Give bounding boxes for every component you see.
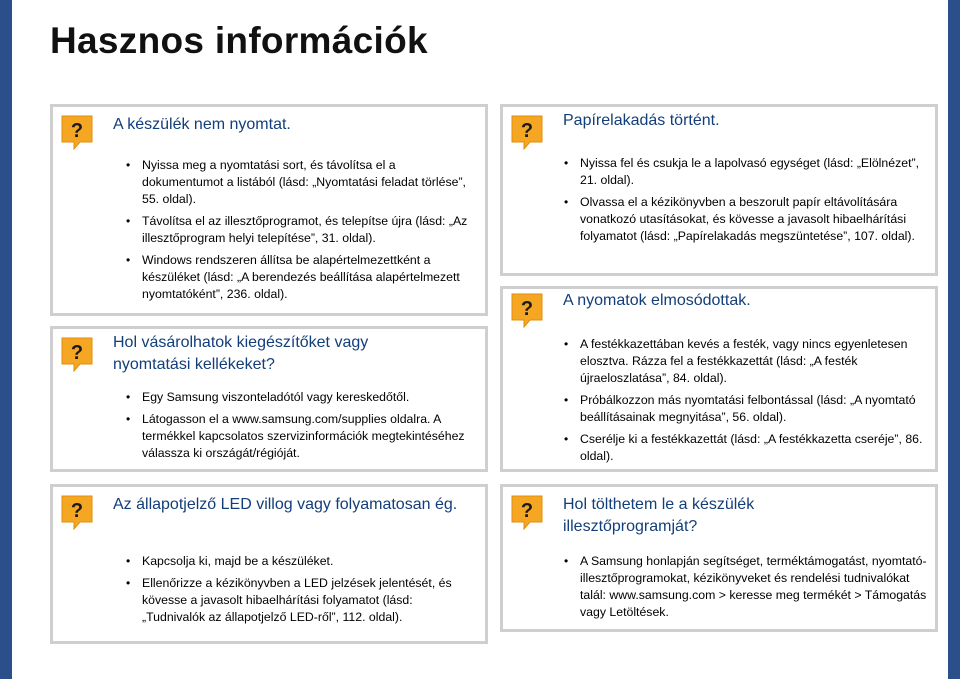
- list-item: • Olvassa el a kézikönyvben a beszorult papír eltávolítására vonatkozó utasításokat, és kövesse a javasolt hibaelhárítási folyamatot (lásd: „Papírelakadás megszüntetése”, 107. oldal).: [562, 194, 927, 245]
- list-item: • Kapcsolja ki, majd be a készüléket.: [124, 553, 476, 570]
- svg-text:?: ?: [70, 500, 84, 522]
- question-icon: [60, 492, 94, 530]
- question-icon: [510, 112, 544, 150]
- svg-text:?: ?: [520, 500, 534, 522]
- svg-text:?: ?: [70, 120, 84, 142]
- list-item: • Cserélje ki a festékkazettát (lásd: „A festékkazetta cseréje”, 86. oldal).: [562, 431, 927, 465]
- list-item: • Látogasson el a www.samsung.com/supplies oldalra. A termékkel kapcsolatos szervizinformációk megtekintéséhez válassza ki országát/régióját.: [124, 411, 476, 462]
- question-icon: [60, 334, 94, 372]
- list-item: • Egy Samsung viszonteladótól vagy kereskedőtől.: [124, 389, 476, 406]
- question-icon: [510, 492, 544, 530]
- section-title: Hol vásárolhatok kiegészítőket vagy nyomtatási kellékeket?: [113, 334, 369, 373]
- section-title: Hol tölthetem le a készülék illesztőprogramját?: [563, 496, 755, 535]
- question-icon: [60, 112, 94, 150]
- manual-page: [12, 0, 948, 679]
- list-item: • Windows rendszeren állítsa be alapértelmezettként a készüléket (lásd: „A berendezés beállítása alapértelmezett nyomtatóként”, 236. oldal).: [124, 252, 476, 303]
- question-icon: [510, 290, 544, 328]
- section-title: A nyomatok elmosódottak.: [563, 292, 751, 309]
- svg-text:?: ?: [70, 342, 84, 364]
- bullet-list: [124, 157, 476, 308]
- section-title: Az állapotjelző LED villog vagy folyamatosan ég.: [113, 496, 458, 513]
- list-item: • Távolítsa el az illesztőprogramot, és telepítse újra (lásd: „Az illesztőprogram helyi telepítése”, 31. oldal).: [124, 213, 476, 247]
- bullet-list: [562, 155, 927, 250]
- page-title: Hasznos információk: [50, 20, 428, 61]
- list-item: • Ellenőrizze a kézikönyvben a LED jelzések jelentését, és kövesse a javasolt hibaelhárítási folyamatot (lásd: „Tudnivalók az állapotjelző LED-ről”, 112. oldal).: [124, 575, 476, 626]
- svg-text:?: ?: [520, 298, 534, 320]
- list-item: • Nyissa meg a nyomtatási sort, és távolítsa el a dokumentumot a listából (lásd: „Nyomtatási feladat törlése”, 55. oldal).: [124, 157, 476, 208]
- section-title: A készülék nem nyomtat.: [113, 116, 291, 133]
- list-item: • Próbálkozzon más nyomtatási felbontással (lásd: „A nyomtató beállításainak megnyitása”, 56. oldal).: [562, 392, 927, 426]
- bullet-list: [562, 553, 927, 626]
- list-item: • A festékkazettában kevés a festék, vagy nincs egyenletesen elosztva. Rázza fel a festékkazettát (lásd: „A festék újraeloszlatása”, 84. oldal).: [562, 336, 927, 387]
- list-item: • Nyissa fel és csukja le a lapolvasó egységet (lásd: „Elölnézet”, 21. oldal).: [562, 155, 927, 189]
- svg-text:?: ?: [520, 120, 534, 142]
- section-title: Papírelakadás történt.: [563, 112, 720, 129]
- bullet-list: [562, 336, 927, 470]
- list-item: • A Samsung honlapján segítséget, terméktámogatást, nyomtató-illesztőprogramokat, kézikönyveket és rendelési tudnivalókat talál: www.samsung.com > keresse meg termékét > Támogatás vagy Letöltések.: [562, 553, 927, 621]
- bullet-list: [124, 553, 476, 631]
- bullet-list: [124, 389, 476, 467]
